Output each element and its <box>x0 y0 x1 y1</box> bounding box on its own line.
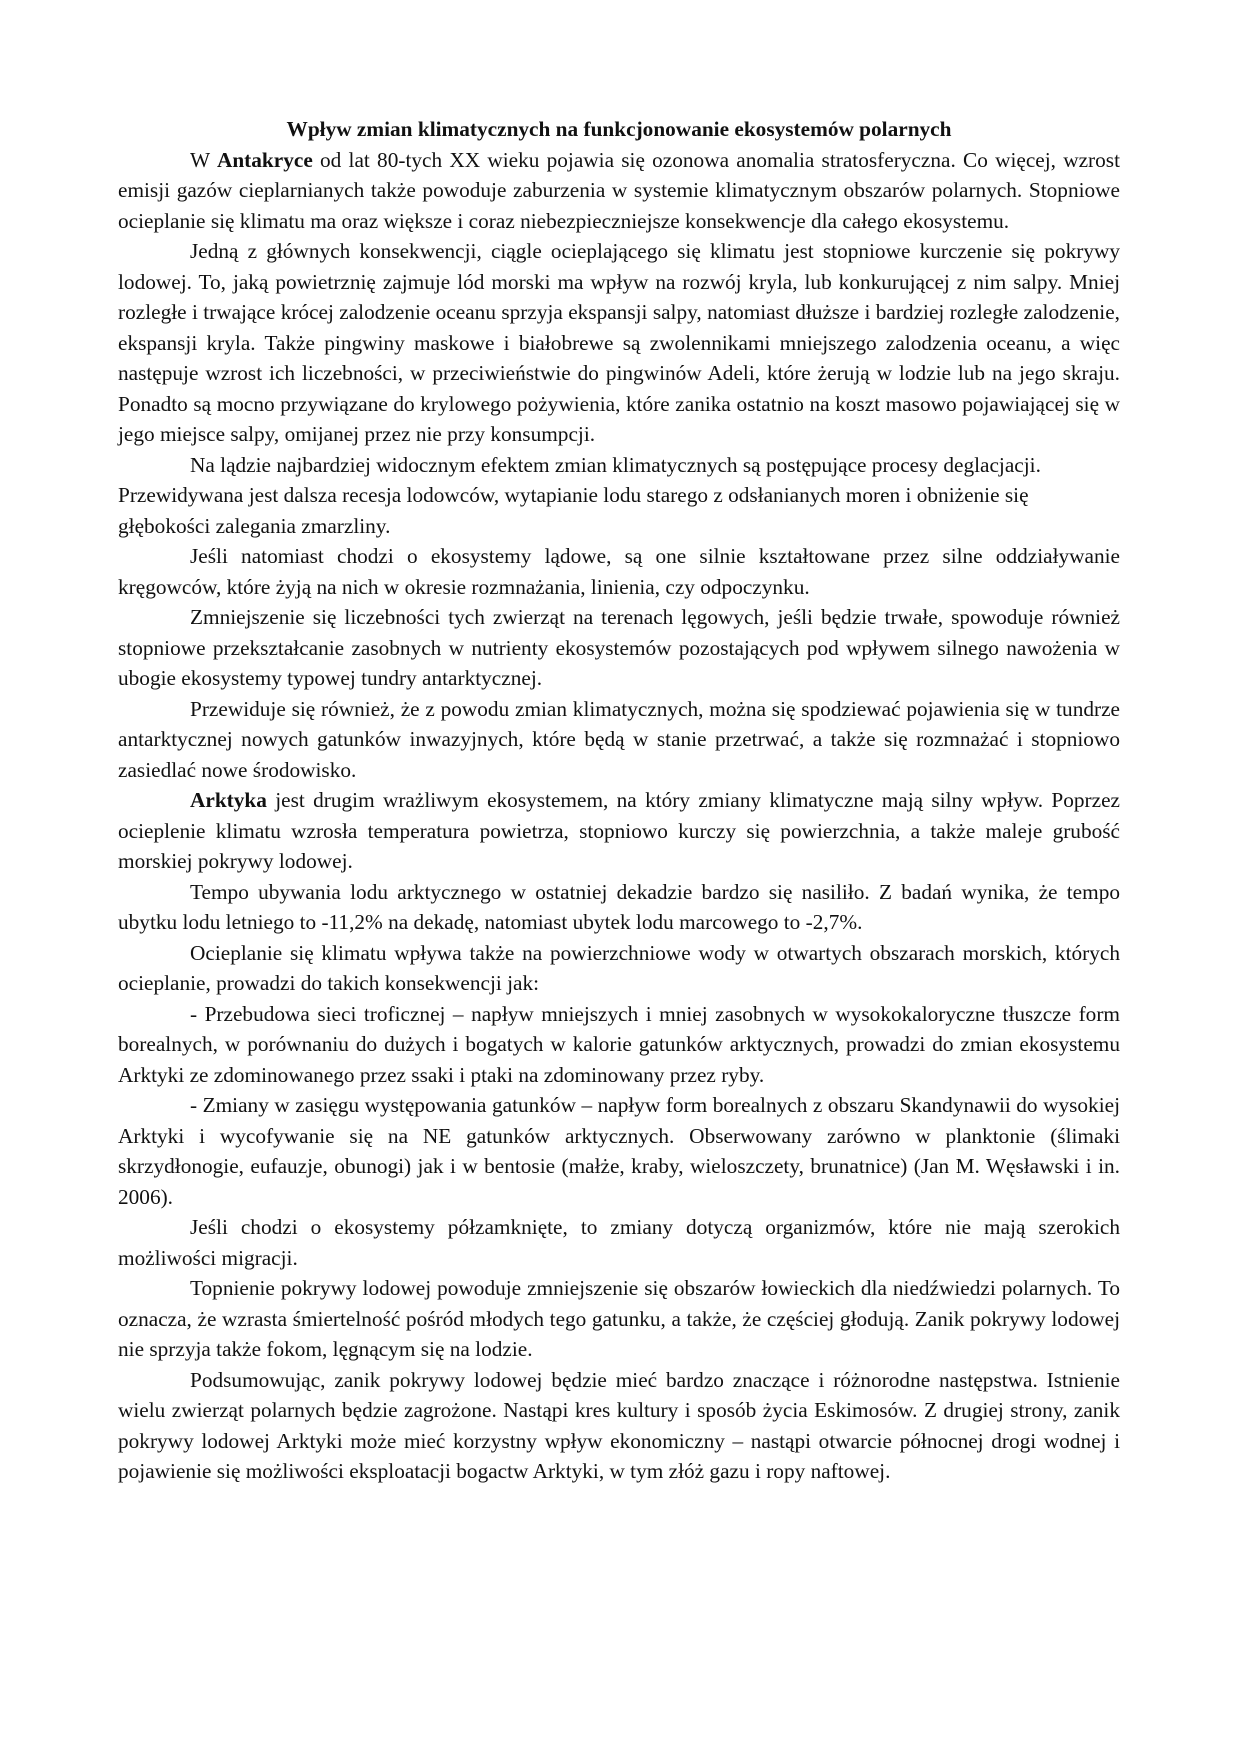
paragraph-arctic-intro <box>118 785 1120 877</box>
paragraph-text: od lat 80-tych XX wieku pojawia się ozonowa anomalia stratosferyczna. Co więcej, wzrost emisji gazów cieplarnianych także powoduje zaburzenia w systemie klimatycznym obszarów polarnych. Stopniowe ocieplanie się klimatu ma oraz większe i coraz niebezpieczniejsze konsekwencje dla całego ekosystemu. <box>118 147 1120 233</box>
list-item-trophic-web: - Przebudowa sieci troficznej – napływ mniejszych i mniej zasobnych w wysokokaloryczne tłuszcze form borealnych, w porównaniu do dużych i bogatych w kalorie gatunków arktycznych, prowadzi do zmian ekosystemu Arktyki ze zdominowanego przez ssaki i ptaki na zdominowany przez ryby. <box>118 1001 1120 1087</box>
paragraph-land-ecosystems: Jeśli natomiast chodzi o ekosystemy lądowe, są one silnie kształtowane przez silne oddziaływanie kręgowców, które żyją na nich w okresie rozmnażania, linienia, czy odpoczynku. <box>118 544 1120 599</box>
paragraph-semi-closed-ecosystems: Jeśli chodzi o ekosystemy półzamknięte, to zmiany dotyczą organizmów, które nie mają szerokich możliwości migracji. <box>118 1215 1120 1270</box>
paragraph-text: jest drugim wrażliwym ekosystemem, na który zmiany klimatyczne mają silny wpływ. Poprzez ocieplenie klimatu wzrosła temperatura powietrza, stopniowo kurczy się powierzchnia, a także maleje grubość morskiej pokrywy lodowej. <box>118 788 1120 873</box>
paragraph-summary: Podsumowując, zanik pokrywy lodowej będzie mieć bardzo znaczące i różnorodne następstwa. Istnienie wielu zwierząt polarnych będzie zagrożone. Nastąpi kres kultury i sposób życia Eskimosów. Z drugiej strony, zanik pokrywy lodowej Arktyki może mieć korzystny wpływ ekonomiczny – nastąpi otwarcie północnej drogi wodnej i pojawienie się możliwości eksploatacji bogactw Arktyki, w tym złóż gazu i ropy naftowej. <box>118 1367 1120 1483</box>
keyword-antarctica: Antakryce <box>216 147 313 172</box>
list-item-species-range: - Zmiany w zasięgu występowania gatunków – napływ form borealnych z obszaru Skandynawii do wysokiej Arktyki i wycofywanie się na NE gatunków arktycznych. Obserwowany zarówno w planktonie (ślimaki skrzydłonogie, eufauzje, obunogi) jak i w bentosie (małże, kraby, wieloszczety, brunatnice) (Jan M. Węsławski i in. 2006). <box>118 1093 1120 1209</box>
paragraph-lead-text: W <box>190 147 217 172</box>
paragraph-antarctica-intro <box>118 145 1120 237</box>
document-title: Wpływ zmian klimatycznych na funkcjonowanie ekosystemów polarnych <box>286 117 952 141</box>
paragraph-ice-loss-rate: Tempo ubywania lodu arktycznego w ostatniej dekadzie bardzo się nasiliło. Z badań wynika, że tempo ubytku lodu letniego to -11,2% na dekadę, natomiast ubytek lodu marcowego to -2,7%. <box>118 879 1120 934</box>
keyword-arctic: Arktyka <box>190 788 267 812</box>
paragraph-animal-decline: Zmniejszenie się liczebności tych zwierząt na terenach lęgowych, jeśli będzie trwałe, spowoduje również stopniowe przekształcanie zasobnych w nutrienty ekosystemów pozostających pod wpływem silnego nawożenia w ubogie ekosystemy typowej tundry antarktycznej. <box>118 605 1120 690</box>
paragraph-ice-cover: Jedną z głównych konsekwencji, ciągle ocieplającego się klimatu jest stopniowe kurczenie się pokrywy lodowej. To, jaką powietrznię zajmuje lód morski ma wpływ na rozwój kryla, lub konkurującej z nim salpy. Mniej rozległe i trwające krócej zalodzenie oceanu sprzyja ekspansji salpy, natomiast dłuższe i bardziej rozległe zalodzenie, ekspansji kryla. Także pingwiny maskowe i białobrewe są zwolennikami mniejszego zalodzenia oceanu, a więc następuje wzrost ich liczebności, w przeciwieństwie do pingwinów Adeli, które żerują w lodzie lub na jego skraju. Ponadto są mocno przywiązane do krylowego pożywienia, które zanika ostatnio na koszt masowo pojawiającej się w jego miejsce salpy, omijanej przez nie przy konsumpcji. <box>118 239 1120 446</box>
paragraph-polar-bears: Topnienie pokrywy lodowej powoduje zmniejszenie się obszarów łowieckich dla niedźwiedzi polarnych. To oznacza, że wzrasta śmiertelność pośród młodych tego gatunku, a także, że częściej głodują. Zanik pokrywy lodowej nie sprzyja także fokom, lęgnącym się na lodzie. <box>118 1276 1120 1361</box>
document-page <box>118 114 1120 1487</box>
paragraph-deglaciation: Na lądzie najbardziej widocznym efektem zmian klimatycznych są postępujące procesy deglacjacji. Przewidywana jest dalsza recesja lodowców, wytapianie lodu starego z odsłanianych moren i obniżenie się głębokości zalegania zmarzliny. <box>118 452 1041 538</box>
paragraph-surface-waters: Ocieplanie się klimatu wpływa także na powierzchniowe wody w otwartych obszarach morskich, których ocieplanie, prowadzi do takich konsekwencji jak: <box>118 940 1120 995</box>
paragraph-invasive-species: Przewiduje się również, że z powodu zmian klimatycznych, można się spodziewać pojawienia się w tundrze antarktycznej nowych gatunków inwazyjnych, które będą w stanie przetrwać, a także się rozmnażać i stopniowo zasiedlać nowe środowisko. <box>118 696 1120 782</box>
